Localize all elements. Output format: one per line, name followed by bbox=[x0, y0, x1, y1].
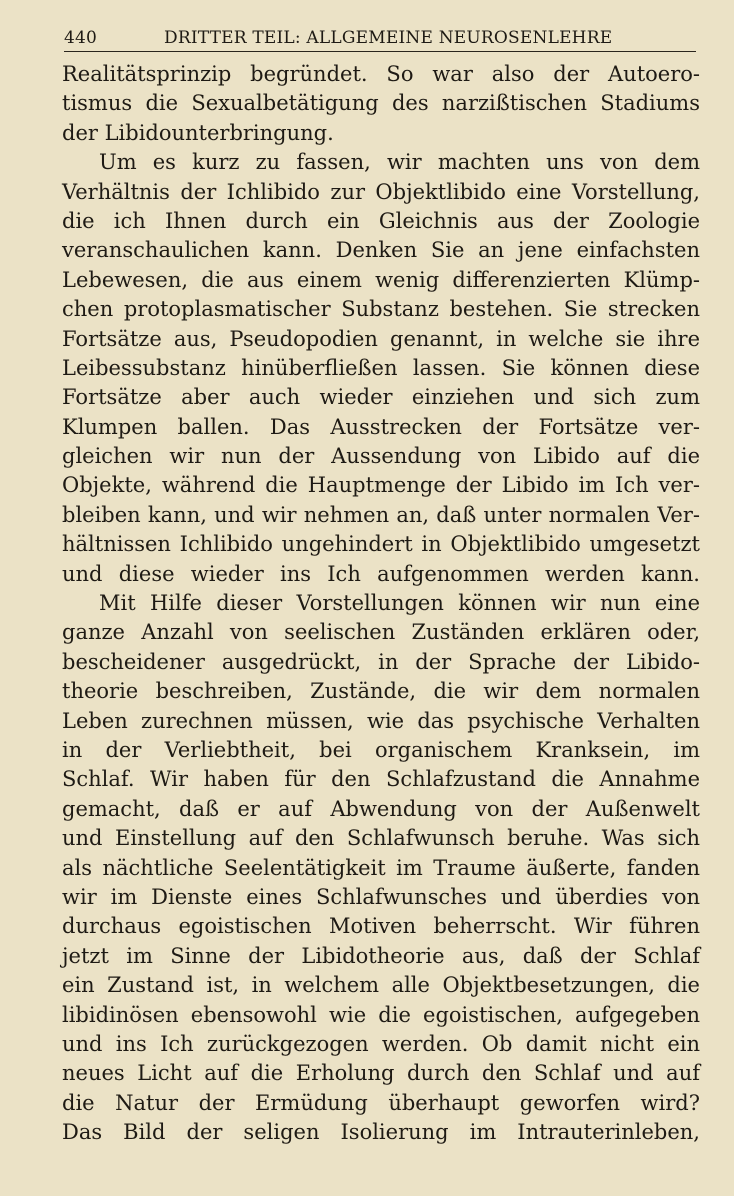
text-line: chen protoplasmatischer Substanz bestehen. Sie strecken bbox=[62, 297, 700, 322]
text-line: Fortsätze aus, Pseudopodien genannt, in welche sie ihre bbox=[62, 326, 700, 351]
text-line: Realitätsprinzip begründet. So war also der Autoero- bbox=[62, 62, 700, 86]
text-line: Um es kurz zu fassen, wir machten uns von dem bbox=[99, 150, 700, 175]
text-line: und Einstellung auf den Schlafwunsch beruhe. Was sich bbox=[62, 826, 700, 851]
text-line: Objekte, während die Hauptmenge der Libido im Ich ver- bbox=[62, 473, 700, 498]
text-line: gemacht, daß er auf Abwendung von der Außenwelt bbox=[62, 796, 700, 821]
text-line: Verhältnis der Ichlibido zur Objektlibido eine Vorstellung, bbox=[62, 179, 700, 204]
text-line: bleiben kann, und wir nehmen an, daß unter normalen Ver- bbox=[62, 502, 700, 527]
text-line: Das Bild der seligen Isolierung im Intrauterinleben, bbox=[62, 1120, 700, 1145]
text-line: als nächtliche Seelentätigkeit im Traume äußerte, fanden bbox=[62, 855, 700, 880]
text-line: und diese wieder ins Ich aufgenommen werden kann. bbox=[62, 561, 700, 586]
text-line: der Libidounterbringung. bbox=[62, 120, 334, 145]
text-line: gleichen wir nun der Aussendung von Libido auf die bbox=[62, 444, 700, 469]
text-line: Fortsätze aber auch wieder einziehen und sich zum bbox=[62, 385, 700, 410]
text-line: Schlaf. Wir haben für den Schlafzustand die Annahme bbox=[62, 767, 700, 792]
text-line: Leibessubstanz hinüberfließen lassen. Sie können diese bbox=[62, 355, 700, 380]
text-line: und ins Ich zurückgezogen werden. Ob damit nicht ein bbox=[62, 1031, 700, 1056]
text-line: durchaus egoistischen Motiven beherrscht. Wir führen bbox=[62, 914, 700, 939]
text-line: in der Verliebtheit, bei organischem Kranksein, im bbox=[62, 737, 700, 762]
text-line: wir im Dienste eines Schlafwunsches und überdies von bbox=[62, 884, 700, 909]
text-line: Lebewesen, die aus einem wenig differenzierten Klümp- bbox=[62, 267, 700, 292]
body-text bbox=[62, 60, 700, 1147]
text-line: Mit Hilfe dieser Vorstellungen können wir nun eine bbox=[99, 591, 700, 616]
text-line: hältnissen Ichlibido ungehindert in Objektlibido umgesetzt bbox=[62, 532, 700, 557]
text-line: Leben zurechnen müssen, wie das psychische Verhalten bbox=[62, 708, 700, 733]
text-line: tismus die Sexualbetätigung des narzißtischen Stadiums bbox=[62, 91, 700, 116]
header-rule bbox=[64, 51, 696, 52]
text-line: veranschaulichen kann. Denken Sie an jene einfachsten bbox=[62, 238, 700, 263]
text-line: Klumpen ballen. Das Ausstrecken der Fortsätze ver- bbox=[62, 414, 700, 439]
page-number: 440 bbox=[64, 28, 98, 48]
text-line: ein Zustand ist, in welchem alle Objektbesetzungen, die bbox=[62, 973, 700, 998]
text-line: libidinösen ebensowohl wie die egoistischen, aufgegeben bbox=[62, 1002, 700, 1027]
running-head: DRITTER TEIL: ALLGEMEINE NEUROSENLEHRE bbox=[164, 28, 613, 48]
text-line: die ich Ihnen durch ein Gleichnis aus der Zoologie bbox=[62, 208, 700, 233]
text-line: bescheidener ausgedrückt, in der Sprache der Libido- bbox=[62, 649, 700, 674]
text-line: die Natur der Ermüdung überhaupt geworfen wird? bbox=[62, 1090, 700, 1115]
text-line: neues Licht auf die Erholung durch den Schlaf und auf bbox=[62, 1061, 700, 1086]
text-line: jetzt im Sinne der Libidotheorie aus, daß der Schlaf bbox=[62, 943, 700, 968]
page-header bbox=[64, 26, 694, 50]
text-line: theorie beschreiben, Zustände, die wir dem normalen bbox=[62, 679, 700, 704]
text-line: ganze Anzahl von seelischen Zuständen erklären oder, bbox=[62, 620, 700, 645]
